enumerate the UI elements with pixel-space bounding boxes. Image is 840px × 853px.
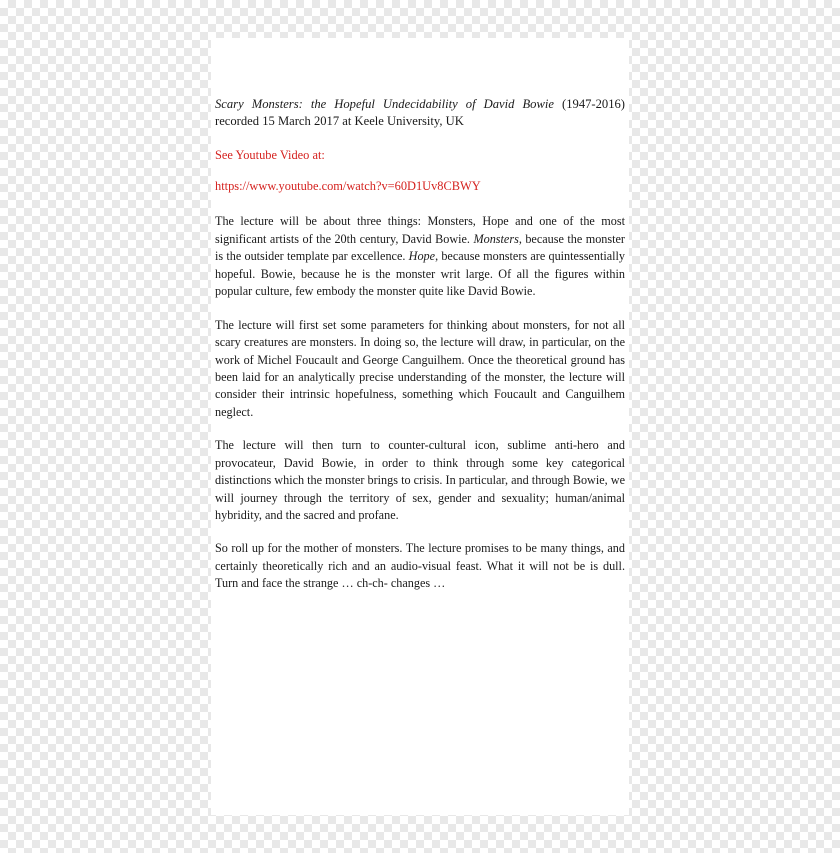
document-page — [211, 38, 629, 815]
paragraph-1-seg-2: Monsters — [473, 231, 519, 246]
paragraph-3 — [215, 437, 625, 524]
paragraph-3-seg-1: The lecture will then turn to counter-cultural icon, sublime anti-hero and provocateur, David Bowie, in order to think through some key categorical distinctions which the monster brings to crisis. In particular, and through Bowie, we will journey through the territory of sex, gender and sexuality; human/animal hybridity, and the sacred and profane. — [215, 438, 625, 523]
paragraph-4-seg-1: So roll up for the mother of monsters. The lecture promises to be many things, and certainly theoretically rich and an audio-visual feast. What it will not be is dull. Turn and face the strange … ch-ch- changes … — [215, 541, 625, 591]
paragraph-2 — [215, 317, 625, 422]
video-label: See Youtube Video at: — [215, 147, 325, 162]
video-url-link[interactable]: https://www.youtube.com/watch?v=60D1Uv8CBWY — [215, 179, 481, 194]
paragraph-1-seg-4: Hope — [408, 249, 436, 264]
paragraph-1-seg-1: The lecture will be about three things: Monsters, Hope and one of the most significant artists of the 20th century, David Bowie. — [215, 214, 625, 246]
paragraph-1-seg-3: , because the monster is the outsider template par excellence. — [215, 231, 625, 264]
paragraph-2-seg-1: The lecture will first set some parameters for thinking about monsters, for not all scary creatures are monsters. In doing so, the lecture will draw, in particular, on the work of Michel Foucault and George Canguilhem. Once the theoretical ground has been laid for an analytically precise understanding of the monster, the lecture will consider their intrinsic hopefulness, something which Foucault and Canguilhem neglect. — [215, 317, 625, 419]
document-title-line-1: Scary Monsters: the Hopeful Undecidability of David Bowie — [215, 97, 554, 111]
paragraph-1-seg-5: , because monsters are quintessentially hopeful. Bowie, because he is the monster writ large. Of all the figures within popular culture, few embody the monster quite like David Bowie. — [215, 249, 625, 299]
document-title-line-2: (1947-2016) recorded 15 March 2017 at Keele University, UK — [215, 97, 625, 129]
paragraph-1 — [215, 213, 625, 300]
document-title — [215, 96, 625, 131]
page-content — [215, 96, 625, 609]
paragraph-4 — [215, 540, 625, 592]
